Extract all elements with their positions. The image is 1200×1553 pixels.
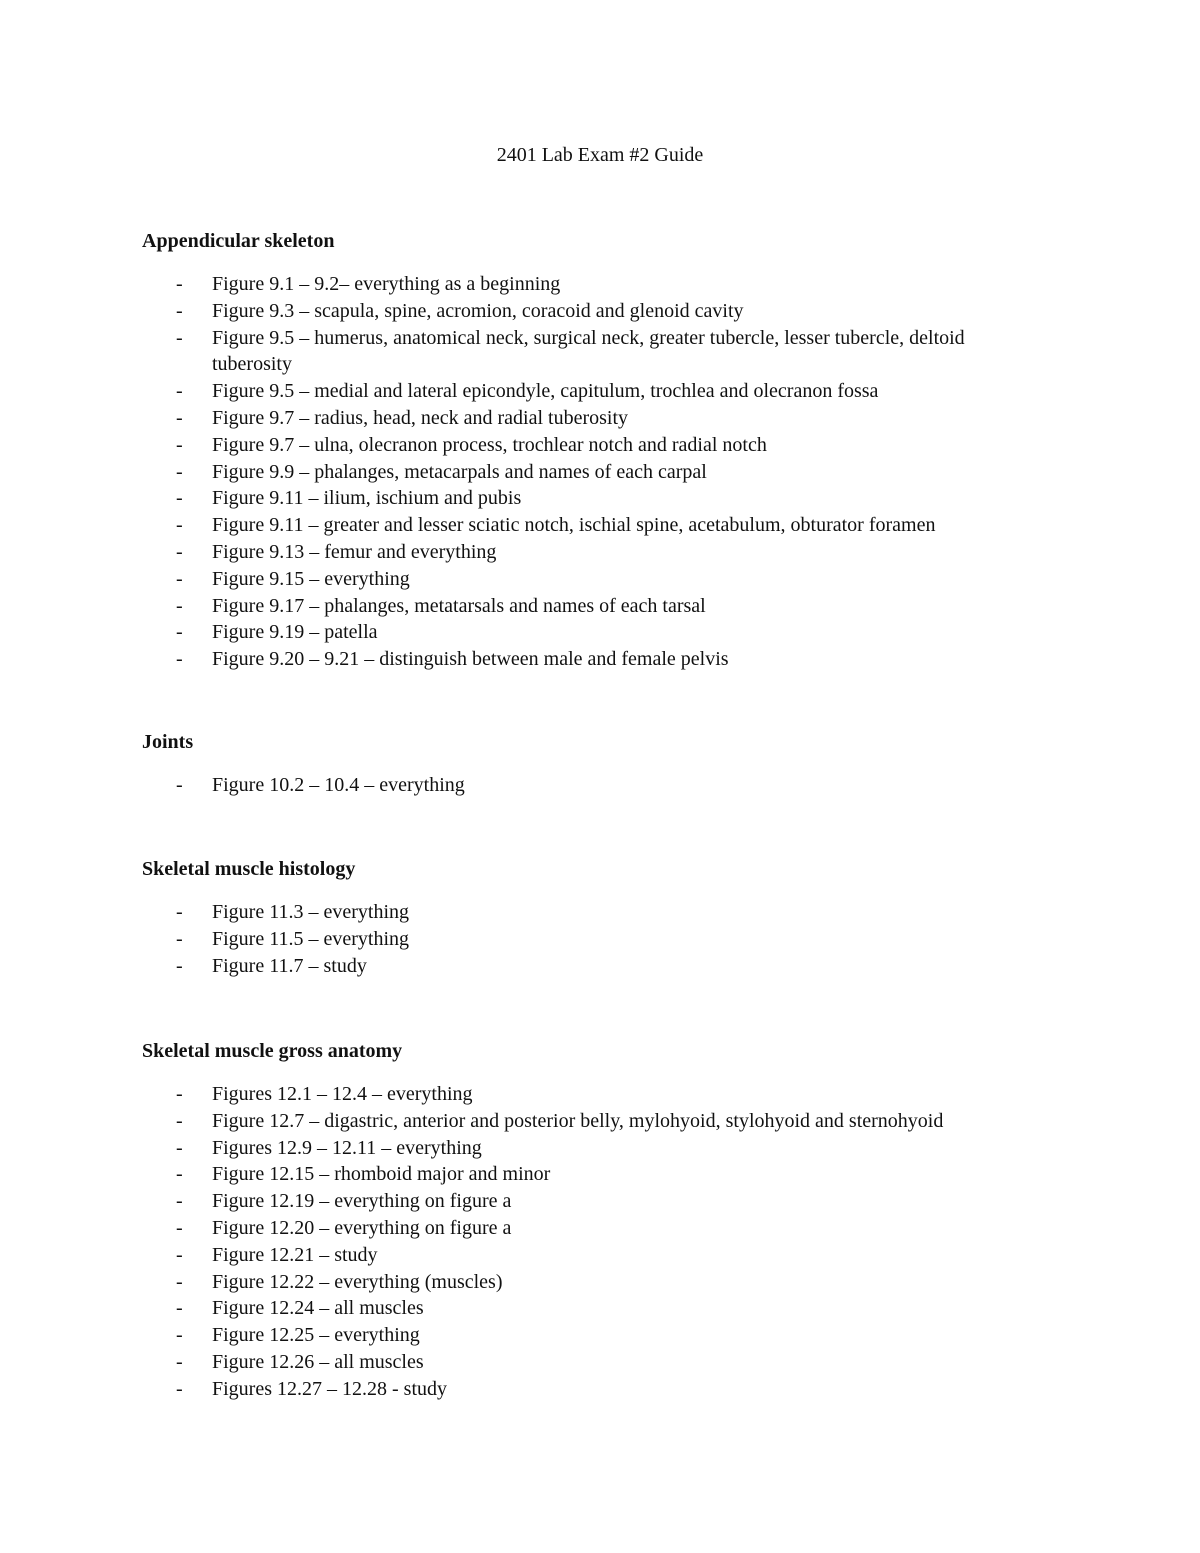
bullet-dash: - [176, 1270, 183, 1293]
list-item [142, 1161, 1042, 1188]
item-text: Figure 9.9 – phalanges, metacarpals and names of each carpal [212, 460, 707, 483]
bullet-dash: - [176, 1109, 183, 1132]
list-item [142, 1188, 1042, 1215]
list-item [142, 1215, 1042, 1242]
bullet-dash: - [176, 567, 183, 590]
bullet-dash: - [176, 901, 183, 923]
bullet-dash: - [176, 406, 183, 429]
list-item [142, 926, 1042, 953]
list-item [142, 512, 1042, 539]
list-item [142, 1349, 1042, 1376]
list-item [142, 271, 1042, 298]
bullet-dash: - [176, 460, 183, 483]
bullet-dash: - [176, 273, 183, 295]
section-heading: Joints [142, 731, 194, 753]
bullet-dash: - [176, 1136, 183, 1159]
bullet-dash: - [176, 927, 183, 950]
item-text: Figure 11.7 – study [212, 954, 367, 977]
item-text: Figure 9.1 – 9.2– everything as a beginning [212, 273, 561, 295]
list-item [142, 619, 1042, 646]
item-text: Figure 12.25 – everything [212, 1324, 420, 1347]
item-text: Figure 9.11 – ilium, ischium and pubis [212, 487, 522, 510]
item-text: Figure 9.3 – scapula, spine, acromion, coracoid and glenoid cavity [212, 299, 744, 322]
bullet-dash: - [176, 540, 183, 563]
item-list [142, 1081, 1042, 1403]
item-text: Figure 9.5 – medial and lateral epicondyle, capitulum, trochlea and olecranon fossa [212, 380, 879, 403]
list-item [142, 1269, 1042, 1296]
list-item [142, 1081, 1042, 1108]
list-item [142, 1242, 1042, 1269]
item-text: Figure 12.19 – everything on figure a [212, 1190, 512, 1213]
list-item [142, 405, 1042, 432]
item-text: Figures 12.9 – 12.11 – everything [212, 1136, 482, 1159]
bullet-dash: - [176, 299, 183, 322]
list-item [142, 646, 1042, 673]
item-text: Figure 12.22 – everything (muscles) [212, 1270, 503, 1293]
list-item [142, 1295, 1042, 1322]
list-item [142, 1376, 1042, 1403]
list-item [142, 459, 1042, 486]
list-item [142, 566, 1042, 593]
item-text: Figure 9.11 – greater and lesser sciatic notch, ischial spine, acetabulum, obturator foramen [212, 514, 936, 537]
bullet-dash: - [176, 1163, 183, 1186]
list-item [142, 378, 1042, 405]
section-heading: Skeletal muscle histology [142, 858, 356, 880]
list-item [142, 772, 1042, 799]
item-text: Figure 12.21 – study [212, 1243, 378, 1266]
bullet-dash: - [176, 621, 183, 644]
item-text: Figure 9.7 – radius, head, neck and radial tuberosity [212, 406, 628, 429]
list-item [142, 539, 1042, 566]
bullet-dash: - [176, 1083, 183, 1105]
list-item [142, 1108, 1042, 1135]
item-text: Figure 12.7 – digastric, anterior and posterior belly, mylohyoid, stylohyoid and sternohyoid [212, 1109, 944, 1132]
bullet-dash: - [176, 433, 183, 456]
list-item [142, 899, 1042, 926]
bullet-dash: - [176, 326, 183, 349]
item-text: Figure 9.5 – humerus, anatomical neck, surgical neck, greater tubercle, lesser tubercle, deltoid tuberosity [212, 326, 965, 376]
item-text: Figure 12.26 – all muscles [212, 1350, 424, 1373]
list-item [142, 298, 1042, 325]
bullet-dash: - [176, 1297, 183, 1320]
section-skeletal-muscle-histology [142, 856, 1042, 979]
bullet-dash: - [176, 774, 183, 796]
bullet-dash: - [176, 487, 183, 510]
bullet-dash: - [176, 1324, 183, 1347]
bullet-dash: - [176, 648, 183, 671]
item-list [142, 899, 1042, 979]
item-text: Figure 10.2 – 10.4 – everything [212, 774, 465, 796]
item-list [142, 772, 1042, 799]
item-text: Figure 9.13 – femur and everything [212, 540, 497, 563]
list-item [142, 593, 1042, 620]
item-text: Figure 12.15 – rhomboid major and minor [212, 1163, 551, 1186]
bullet-dash: - [176, 1190, 183, 1213]
list-item [142, 432, 1042, 459]
list-item [142, 1135, 1042, 1162]
item-text: Figure 9.17 – phalanges, metatarsals and names of each tarsal [212, 594, 706, 617]
section-appendicular-skeleton [142, 228, 1042, 673]
item-text: Figure 9.20 – 9.21 – distinguish between male and female pelvis [212, 648, 729, 671]
bullet-dash: - [176, 1377, 183, 1400]
bullet-dash: - [176, 1350, 183, 1373]
item-list [142, 271, 1042, 673]
section-skeletal-muscle-gross-anatomy [142, 1038, 1042, 1403]
document-title: 2401 Lab Exam #2 Guide [496, 144, 704, 166]
item-text: Figure 12.24 – all muscles [212, 1297, 424, 1320]
bullet-dash: - [176, 594, 183, 617]
bullet-dash: - [176, 380, 183, 403]
bullet-dash: - [176, 514, 183, 537]
section-heading: Appendicular skeleton [142, 230, 335, 252]
bullet-dash: - [176, 1243, 183, 1266]
item-text: Figure 11.3 – everything [212, 901, 410, 923]
list-item [142, 1322, 1042, 1349]
item-text: Figure 9.15 – everything [212, 567, 410, 590]
list-item [142, 953, 1042, 980]
item-text: Figure 9.19 – patella [212, 621, 378, 644]
list-item [142, 325, 1042, 379]
section-heading: Skeletal muscle gross anatomy [142, 1040, 403, 1062]
item-text: Figures 12.27 – 12.28 - study [212, 1377, 447, 1400]
item-text: Figures 12.1 – 12.4 – everything [212, 1083, 473, 1105]
section-joints [142, 729, 1042, 799]
item-text: Figure 12.20 – everything on figure a [212, 1216, 512, 1239]
bullet-dash: - [176, 954, 183, 977]
list-item [142, 485, 1042, 512]
item-text: Figure 11.5 – everything [212, 927, 410, 950]
item-text: Figure 9.7 – ulna, olecranon process, trochlear notch and radial notch [212, 433, 767, 456]
bullet-dash: - [176, 1216, 183, 1239]
